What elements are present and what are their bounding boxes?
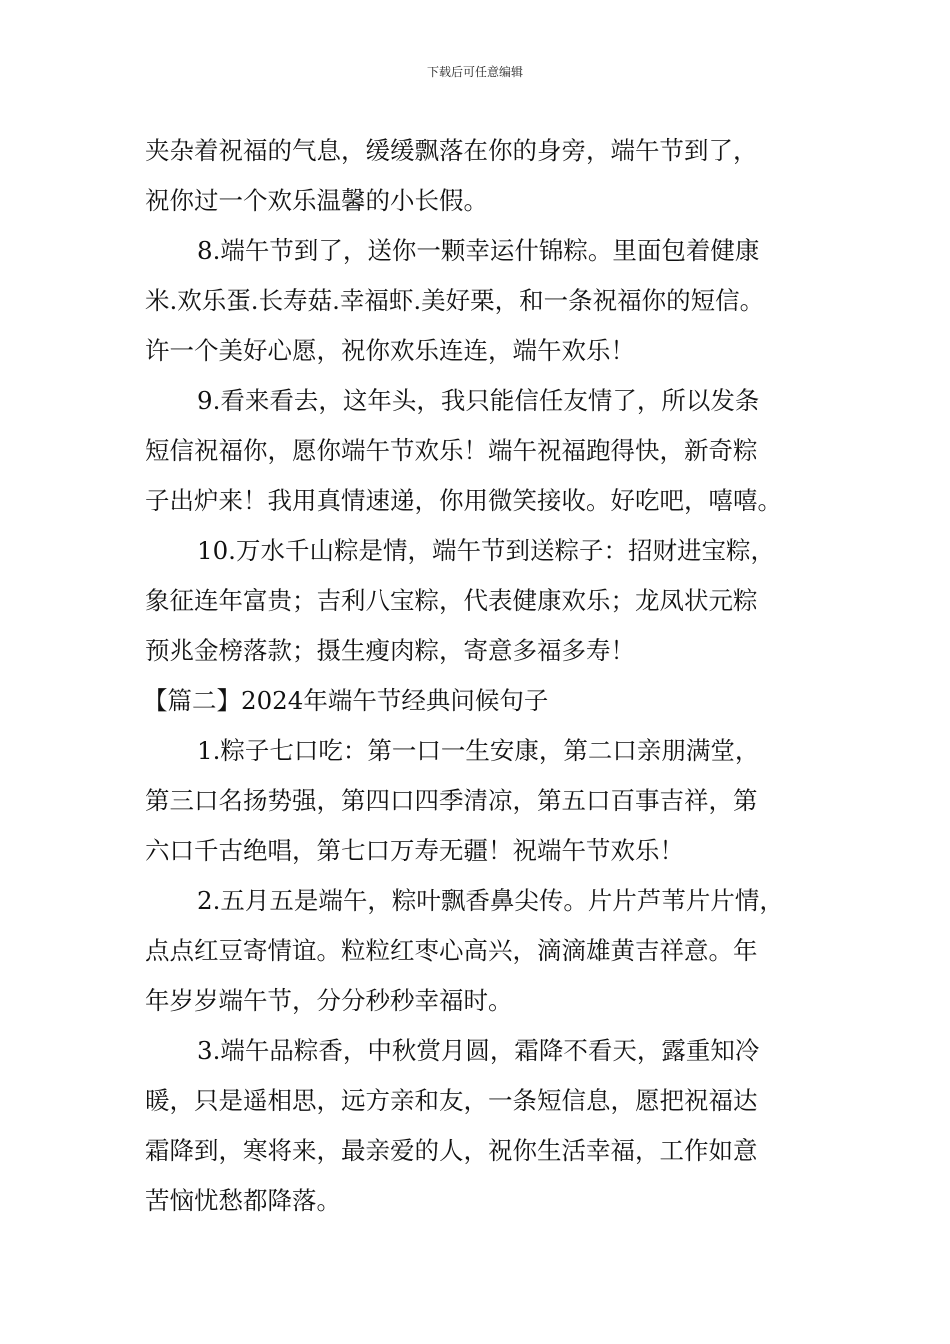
paragraph-start-line: 1.粽子七口吃：第一口一生安康，第二口亲朋满堂， xyxy=(197,736,760,765)
text-line: 年岁岁端午节，分分秒秒幸福时。 xyxy=(145,986,513,1015)
text-line: 暖，只是遥相思，远方亲和友，一条短信息，愿把祝福达 xyxy=(145,1086,758,1115)
section-heading: 【篇二】2024年端午节经典问候句子 xyxy=(143,686,549,715)
text-line: 短信祝福你，愿你端午节欢乐！端午祝福跑得快，新奇粽 xyxy=(145,436,758,465)
text-line: 点点红豆寄情谊。粒粒红枣心高兴，滴滴雄黄吉祥意。年 xyxy=(145,936,758,965)
paragraph-start-line: 3.端午品粽香，中秋赏月圆，霜降不看天，露重知冷 xyxy=(197,1036,760,1065)
text-line: 米.欢乐蛋.长寿菇.幸福虾.美好栗，和一条祝福你的短信。 xyxy=(145,286,765,315)
text-line: 象征连年富贵；吉利八宝粽，代表健康欢乐；龙凤状元粽 xyxy=(145,586,758,615)
paragraph-start-line: 10.万水千山粽是情，端午节到送粽子：招财进宝粽， xyxy=(197,536,775,565)
text-line: 苦恼忧愁都降落。 xyxy=(145,1186,341,1215)
text-line: 夹杂着祝福的气息，缓缓飘落在你的身旁，端午节到了， xyxy=(145,136,758,165)
page-header: 下载后可任意编辑 xyxy=(426,65,523,79)
paragraph-start-line: 9.看来看去，这年头，我只能信任友情了，所以发条 xyxy=(197,386,760,415)
text-line: 霜降到，寒将来，最亲爱的人，祝你生活幸福，工作如意 xyxy=(145,1136,758,1165)
text-line: 六口千古绝唱，第七口万寿无疆！祝端午节欢乐！ xyxy=(145,836,684,865)
paragraph-start-line: 8.端午节到了，送你一颗幸运什锦粽。里面包着健康 xyxy=(197,236,760,265)
document-body xyxy=(145,126,845,1226)
paragraph-start-line: 2.五月五是端午，粽叶飘香鼻尖传。片片芦苇片片情， xyxy=(197,886,784,915)
text-line: 预兆金榜落款；摄生瘦肉粽，寄意多福多寿！ xyxy=(145,636,635,665)
text-line: 第三口名扬势强，第四口四季清凉，第五口百事吉祥，第 xyxy=(145,786,758,815)
text-line: 许一个美好心愿，祝你欢乐连连，端午欢乐！ xyxy=(145,336,635,365)
text-line: 祝你过一个欢乐温馨的小长假。 xyxy=(145,186,488,215)
text-line: 子出炉来！我用真情速递，你用微笑接收。好吃吧，嘻嘻。 xyxy=(145,486,782,515)
